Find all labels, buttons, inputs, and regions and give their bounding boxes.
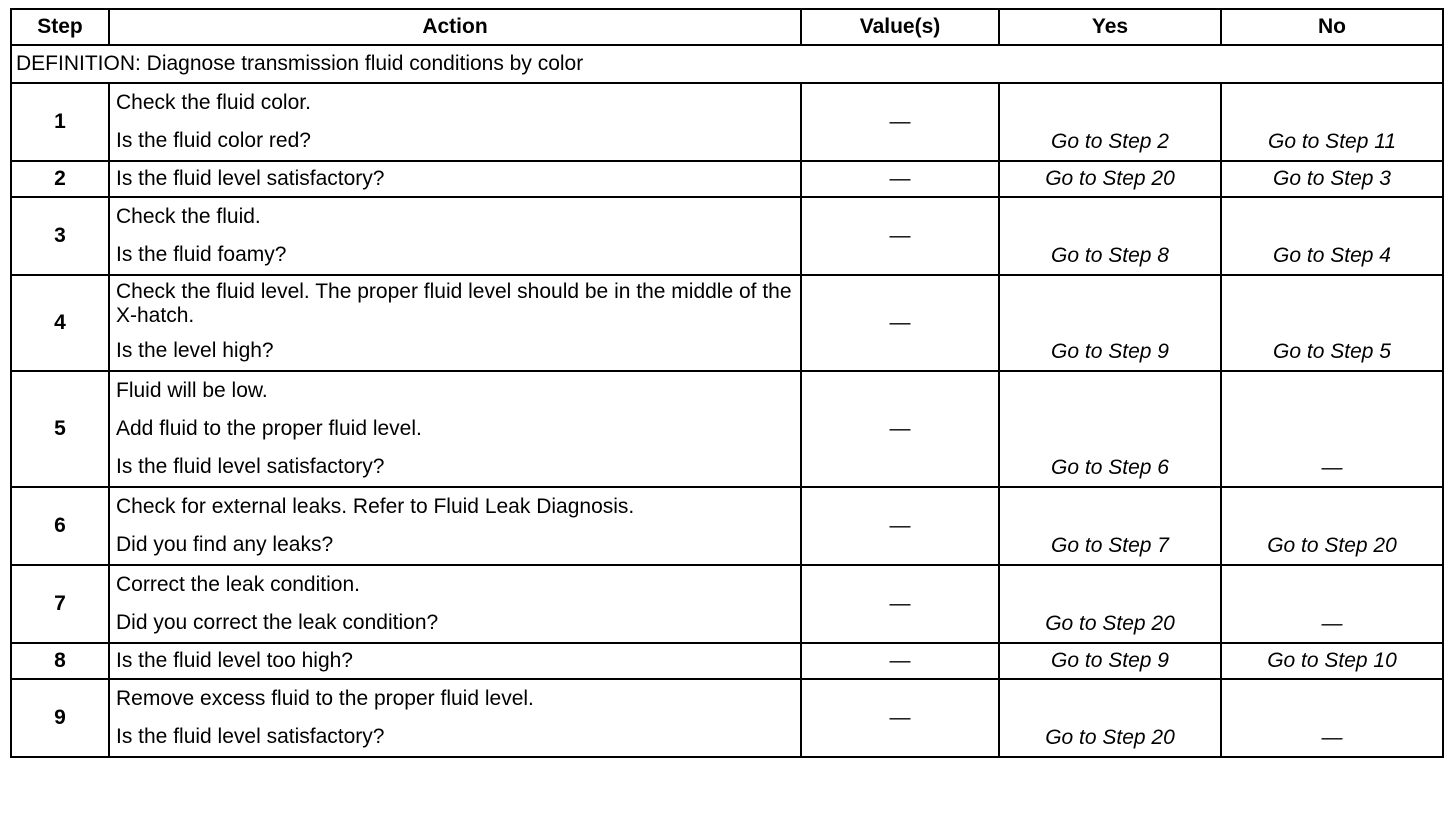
- no-cell: —: [1221, 565, 1443, 643]
- action-cell: [109, 679, 801, 757]
- value-cell: —: [801, 197, 999, 275]
- value-cell: —: [801, 487, 999, 565]
- action-line: Remove excess fluid to the proper fluid level.: [116, 687, 534, 710]
- step-number: 2: [11, 161, 109, 197]
- no-cell: Go to Step 20: [1221, 487, 1443, 565]
- step-number: 9: [11, 679, 109, 757]
- step-number: 5: [11, 371, 109, 487]
- value-cell: —: [801, 83, 999, 161]
- definition-row: [11, 45, 1443, 83]
- value-cell: —: [801, 565, 999, 643]
- header-row: [11, 9, 1443, 45]
- table-row: [11, 487, 1443, 565]
- no-cell: Go to Step 3: [1221, 161, 1443, 197]
- action-line: Is the fluid level satisfactory?: [116, 725, 385, 748]
- action-line: Is the fluid foamy?: [116, 243, 287, 266]
- no-cell: Go to Step 10: [1221, 643, 1443, 679]
- action-line: Is the fluid level too high?: [116, 649, 353, 672]
- action-cell: [109, 161, 801, 197]
- value-cell: —: [801, 679, 999, 757]
- action-cell: [109, 371, 801, 487]
- table-row: [11, 275, 1443, 371]
- table-row: [11, 83, 1443, 161]
- step-number: 8: [11, 643, 109, 679]
- yes-cell: Go to Step 20: [999, 679, 1221, 757]
- yes-cell: Go to Step 8: [999, 197, 1221, 275]
- table-row: [11, 197, 1443, 275]
- step-number: 1: [11, 83, 109, 161]
- action-line: Is the level high?: [116, 339, 274, 362]
- step-number: 3: [11, 197, 109, 275]
- header-yes: Yes: [999, 9, 1221, 45]
- action-cell: [109, 275, 801, 371]
- table-row: [11, 679, 1443, 757]
- no-cell: Go to Step 11: [1221, 83, 1443, 161]
- step-number: 7: [11, 565, 109, 643]
- yes-cell: Go to Step 20: [999, 161, 1221, 197]
- yes-cell: Go to Step 9: [999, 643, 1221, 679]
- action-cell: [109, 487, 801, 565]
- no-cell: —: [1221, 371, 1443, 487]
- action-line: Did you find any leaks?: [116, 533, 334, 556]
- action-line: Check the fluid color.: [116, 91, 311, 114]
- step-number: 6: [11, 487, 109, 565]
- header-values: Value(s): [801, 9, 999, 45]
- header-step: Step: [11, 9, 109, 45]
- table-row: [11, 565, 1443, 643]
- action-line: Check for external leaks. Refer to Fluid Leak Diagnosis.: [116, 495, 635, 518]
- action-line: Correct the leak condition.: [116, 573, 360, 596]
- action-line: Check the fluid.: [116, 205, 261, 228]
- yes-cell: Go to Step 6: [999, 371, 1221, 487]
- table-row: [11, 643, 1443, 679]
- no-cell: —: [1221, 679, 1443, 757]
- action-line: Is the fluid level satisfactory?: [116, 167, 385, 190]
- value-cell: —: [801, 275, 999, 371]
- diagnostic-table: [10, 8, 1444, 758]
- value-cell: —: [801, 161, 999, 197]
- action-line: Add fluid to the proper fluid level.: [116, 417, 422, 440]
- table-row: [11, 371, 1443, 487]
- action-line: Is the fluid level satisfactory?: [116, 455, 385, 478]
- step-number: 4: [11, 275, 109, 371]
- value-cell: —: [801, 643, 999, 679]
- yes-cell: Go to Step 2: [999, 83, 1221, 161]
- header-no: No: [1221, 9, 1443, 45]
- no-cell: Go to Step 4: [1221, 197, 1443, 275]
- definition-text: DEFINITION: Diagnose transmission fluid conditions by color: [11, 45, 1443, 83]
- header-action: Action: [109, 9, 801, 45]
- action-cell: [109, 197, 801, 275]
- table-row: [11, 161, 1443, 197]
- no-cell: Go to Step 5: [1221, 275, 1443, 371]
- yes-cell: Go to Step 7: [999, 487, 1221, 565]
- action-cell: [109, 83, 801, 161]
- action-cell: [109, 565, 801, 643]
- action-line: Fluid will be low.: [116, 379, 268, 402]
- yes-cell: Go to Step 20: [999, 565, 1221, 643]
- value-cell: —: [801, 371, 999, 487]
- action-line: Is the fluid color red?: [116, 129, 311, 152]
- yes-cell: Go to Step 9: [999, 275, 1221, 371]
- action-line: Check the fluid level. The proper fluid level should be in the middle of the X-hatch.: [116, 280, 792, 327]
- action-cell: [109, 643, 801, 679]
- action-line: Did you correct the leak condition?: [116, 611, 439, 634]
